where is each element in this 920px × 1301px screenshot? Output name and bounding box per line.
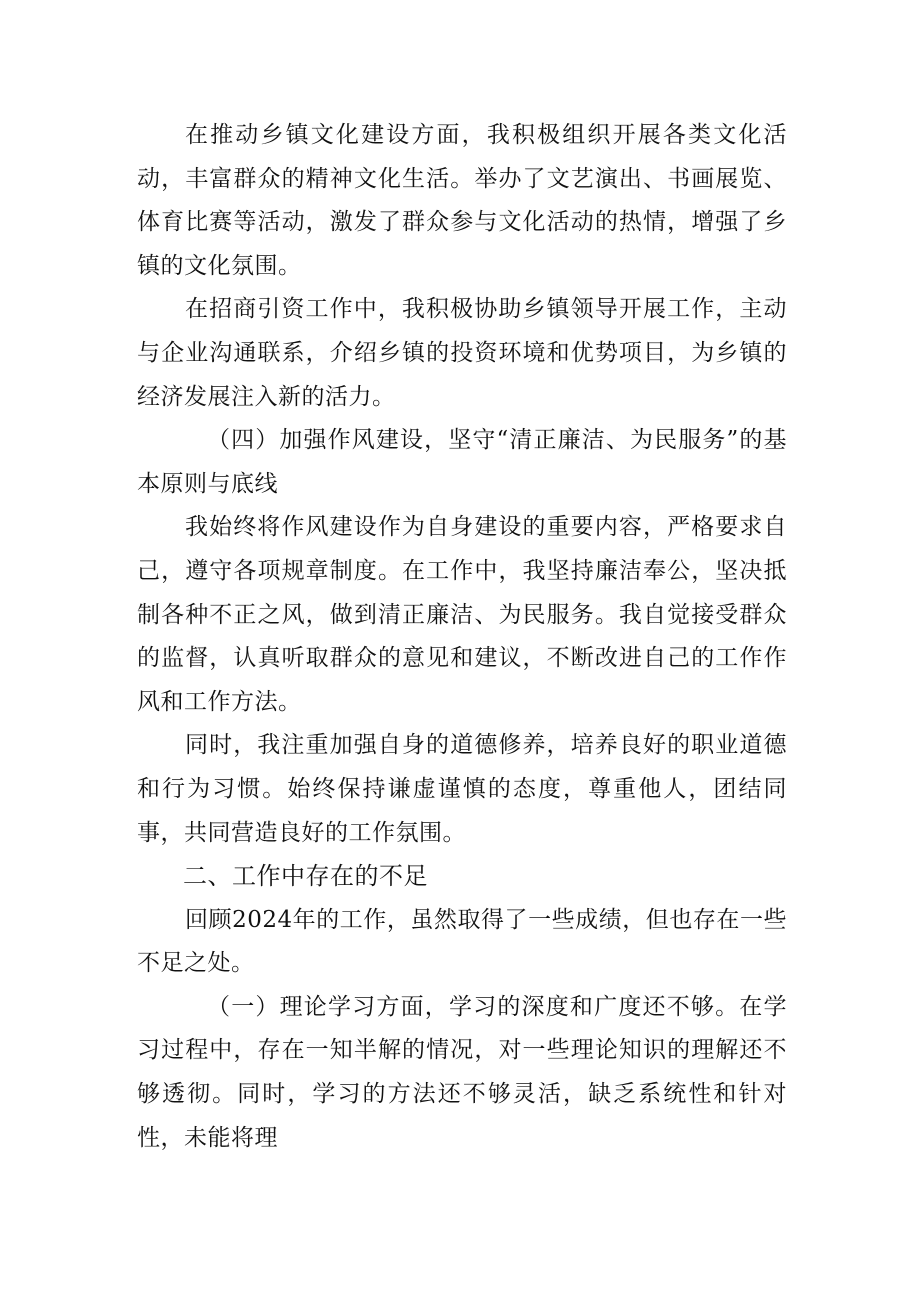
document-body — [137, 114, 787, 1160]
section-heading-shortcomings: 二、工作中存在的不足 — [183, 862, 428, 891]
subheading-work-style: （四）加强作风建设，坚守“清正廉洁、为民服务”的基本原则与底线 — [137, 427, 787, 497]
paragraph-morality: 同时，我注重加强自身的道德修养，培养良好的职业道德和行为习惯。始终保持谦虚谨慎的态度，尊重他人，团结同事，共同营造良好的工作氛围。 — [137, 732, 787, 846]
paragraph-theory-study: （一）理论学习方面，学习的深度和广度还不够。在学习过程中，存在一知半解的情况，对一些理论知识的理解还不够透彻。同时，学习的方法还不够灵活，缺乏系统性和针对性，未能将理 — [137, 993, 787, 1151]
paragraph-review: 回顾2024年的工作，虽然取得了一些成绩，但也存在一些不足之处。 — [137, 906, 787, 977]
paragraph-integrity: 我始终将作风建设作为自身建设的重要内容，严格要求自己，遵守各项规章制度。在工作中，我坚持廉洁奉公，坚决抵制各种不正之风，做到清正廉洁、为民服务。我自觉接受群众的监督，认真听取群众的意见和建议，不断改进自己的工作作风和工作方法。 — [137, 514, 787, 715]
paragraph-investment: 在招商引资工作中，我积极协助乡镇领导开展工作，主动与企业沟通联系，介绍乡镇的投资环境和优势项目，为乡镇的经济发展注入新的活力。 — [137, 296, 787, 410]
paragraph-culture: 在推动乡镇文化建设方面，我积极组织开展各类文化活动，丰富群众的精神文化生活。举办了文艺演出、书画展览、体育比赛等活动，激发了群众参与文化活动的热情，增强了乡镇的文化氛围。 — [137, 122, 787, 279]
